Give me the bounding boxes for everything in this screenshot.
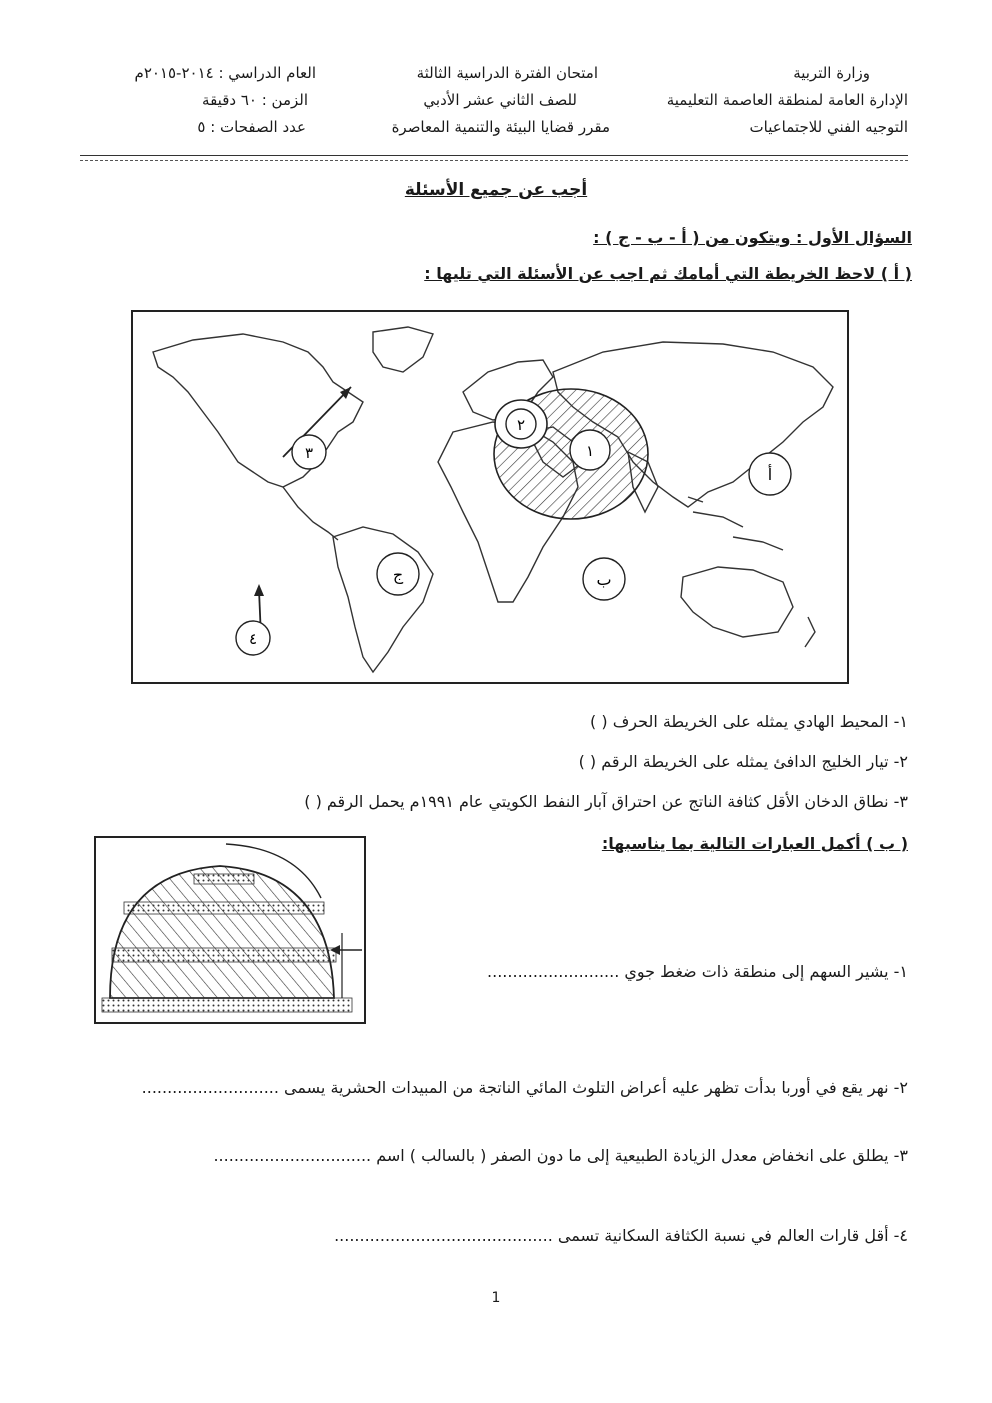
map-label-2: ٢	[516, 416, 526, 434]
australia-outline	[681, 567, 793, 637]
greenland-outline	[373, 327, 433, 372]
header-exam: امتحان الفترة الدراسية الثالثة	[416, 64, 598, 82]
part-a-item-2: ٢- تيار الخليج الدافئ يمثله على الخريطة الرقم ( )	[578, 752, 908, 771]
continents	[153, 327, 833, 672]
header-ministry: وزارة التربية	[793, 64, 870, 82]
part-b-item-4: ٤- أقل قارات العالم في نسبة الكثافة السكانية تسمى ...........................................	[334, 1226, 908, 1245]
header-divider-dashed	[80, 160, 908, 161]
part-b-item-3: ٣- يطلق على انخفاض معدل الزيادة الطبيعية إلى ما دون الصفر ( بالسالب ) اسم ...............................	[213, 1146, 908, 1165]
se-asia-islands	[688, 497, 783, 550]
part-a-item-1: ١- المحيط الهادي يمثله على الخريطة الحرف ( )	[590, 712, 908, 731]
part-b-title: ( ب ) أكمل العبارات التالية بما يناسبها:	[601, 834, 908, 853]
world-map-drawing	[133, 312, 847, 682]
header-pages: عدد الصفحات : ٥	[197, 118, 306, 136]
world-map	[131, 310, 849, 684]
new-zealand-outline	[805, 617, 815, 647]
hemisphere	[110, 866, 334, 998]
header-directorate: الإدارة العامة لمنطقة العاصمة التعليمية	[666, 91, 908, 109]
central-america-outline	[283, 487, 338, 540]
pressure-belts-drawing	[96, 838, 364, 1022]
map-label-a: أ	[767, 465, 773, 484]
map-label-c: ج	[392, 565, 404, 584]
part-a-item-3: ٣- نطاق الدخان الأقل كثافة الناتج عن احتراق آبار النفط الكويتي عام ١٩٩١م يحمل الرقم ( )	[304, 792, 908, 811]
equatorial-low-belt	[102, 998, 352, 1012]
instructions-title: أجب عن جميع الأسئلة	[404, 180, 588, 200]
part-b-item-1: ١- يشير السهم إلى منطقة ذات ضغط جوي ..........................	[487, 962, 908, 981]
map-label-1: ١	[585, 442, 595, 460]
header-supervision: التوجيه الفني للاجتماعيات	[749, 118, 908, 136]
map-label-4: ٤	[248, 630, 258, 648]
header-grade: للصف الثاني عشر الأدبي	[423, 91, 577, 109]
header-time: الزمن : ٦٠ دقيقة	[202, 91, 308, 109]
south-america-outline	[333, 527, 433, 672]
map-label-3: ٣	[304, 444, 314, 462]
question1-title: السؤال الأول : ويتكون من ( أ - ب - ج ) :	[593, 228, 912, 247]
header-course: مقرر قضايا البيئة والتنمية المعاصرة	[391, 118, 610, 136]
page-number: 1	[491, 1290, 501, 1306]
header-divider	[80, 155, 908, 156]
polar-high-belt	[194, 874, 254, 884]
subpolar-low-belt	[124, 902, 324, 914]
subtropical-high-belt	[112, 948, 336, 962]
part-a-title: ( أ ) لاحظ الخريطة التي أمامك ثم اجب عن الأسئلة التي تليها :	[424, 264, 912, 283]
map-label-b: ب	[596, 570, 612, 589]
north-america-outline	[153, 334, 363, 487]
header-year: العام الدراسي : ٢٠١٤-٢٠١٥م	[134, 64, 316, 82]
current-arrowhead-4	[254, 584, 264, 596]
pressure-belts-diagram	[94, 836, 366, 1024]
part-b-item-2: ٢- نهر يقع في أوربا بدأت تظهر عليه أعراض التلوث المائي الناتجة من المبيدات الحشرية يسمى ...........................	[141, 1078, 908, 1097]
